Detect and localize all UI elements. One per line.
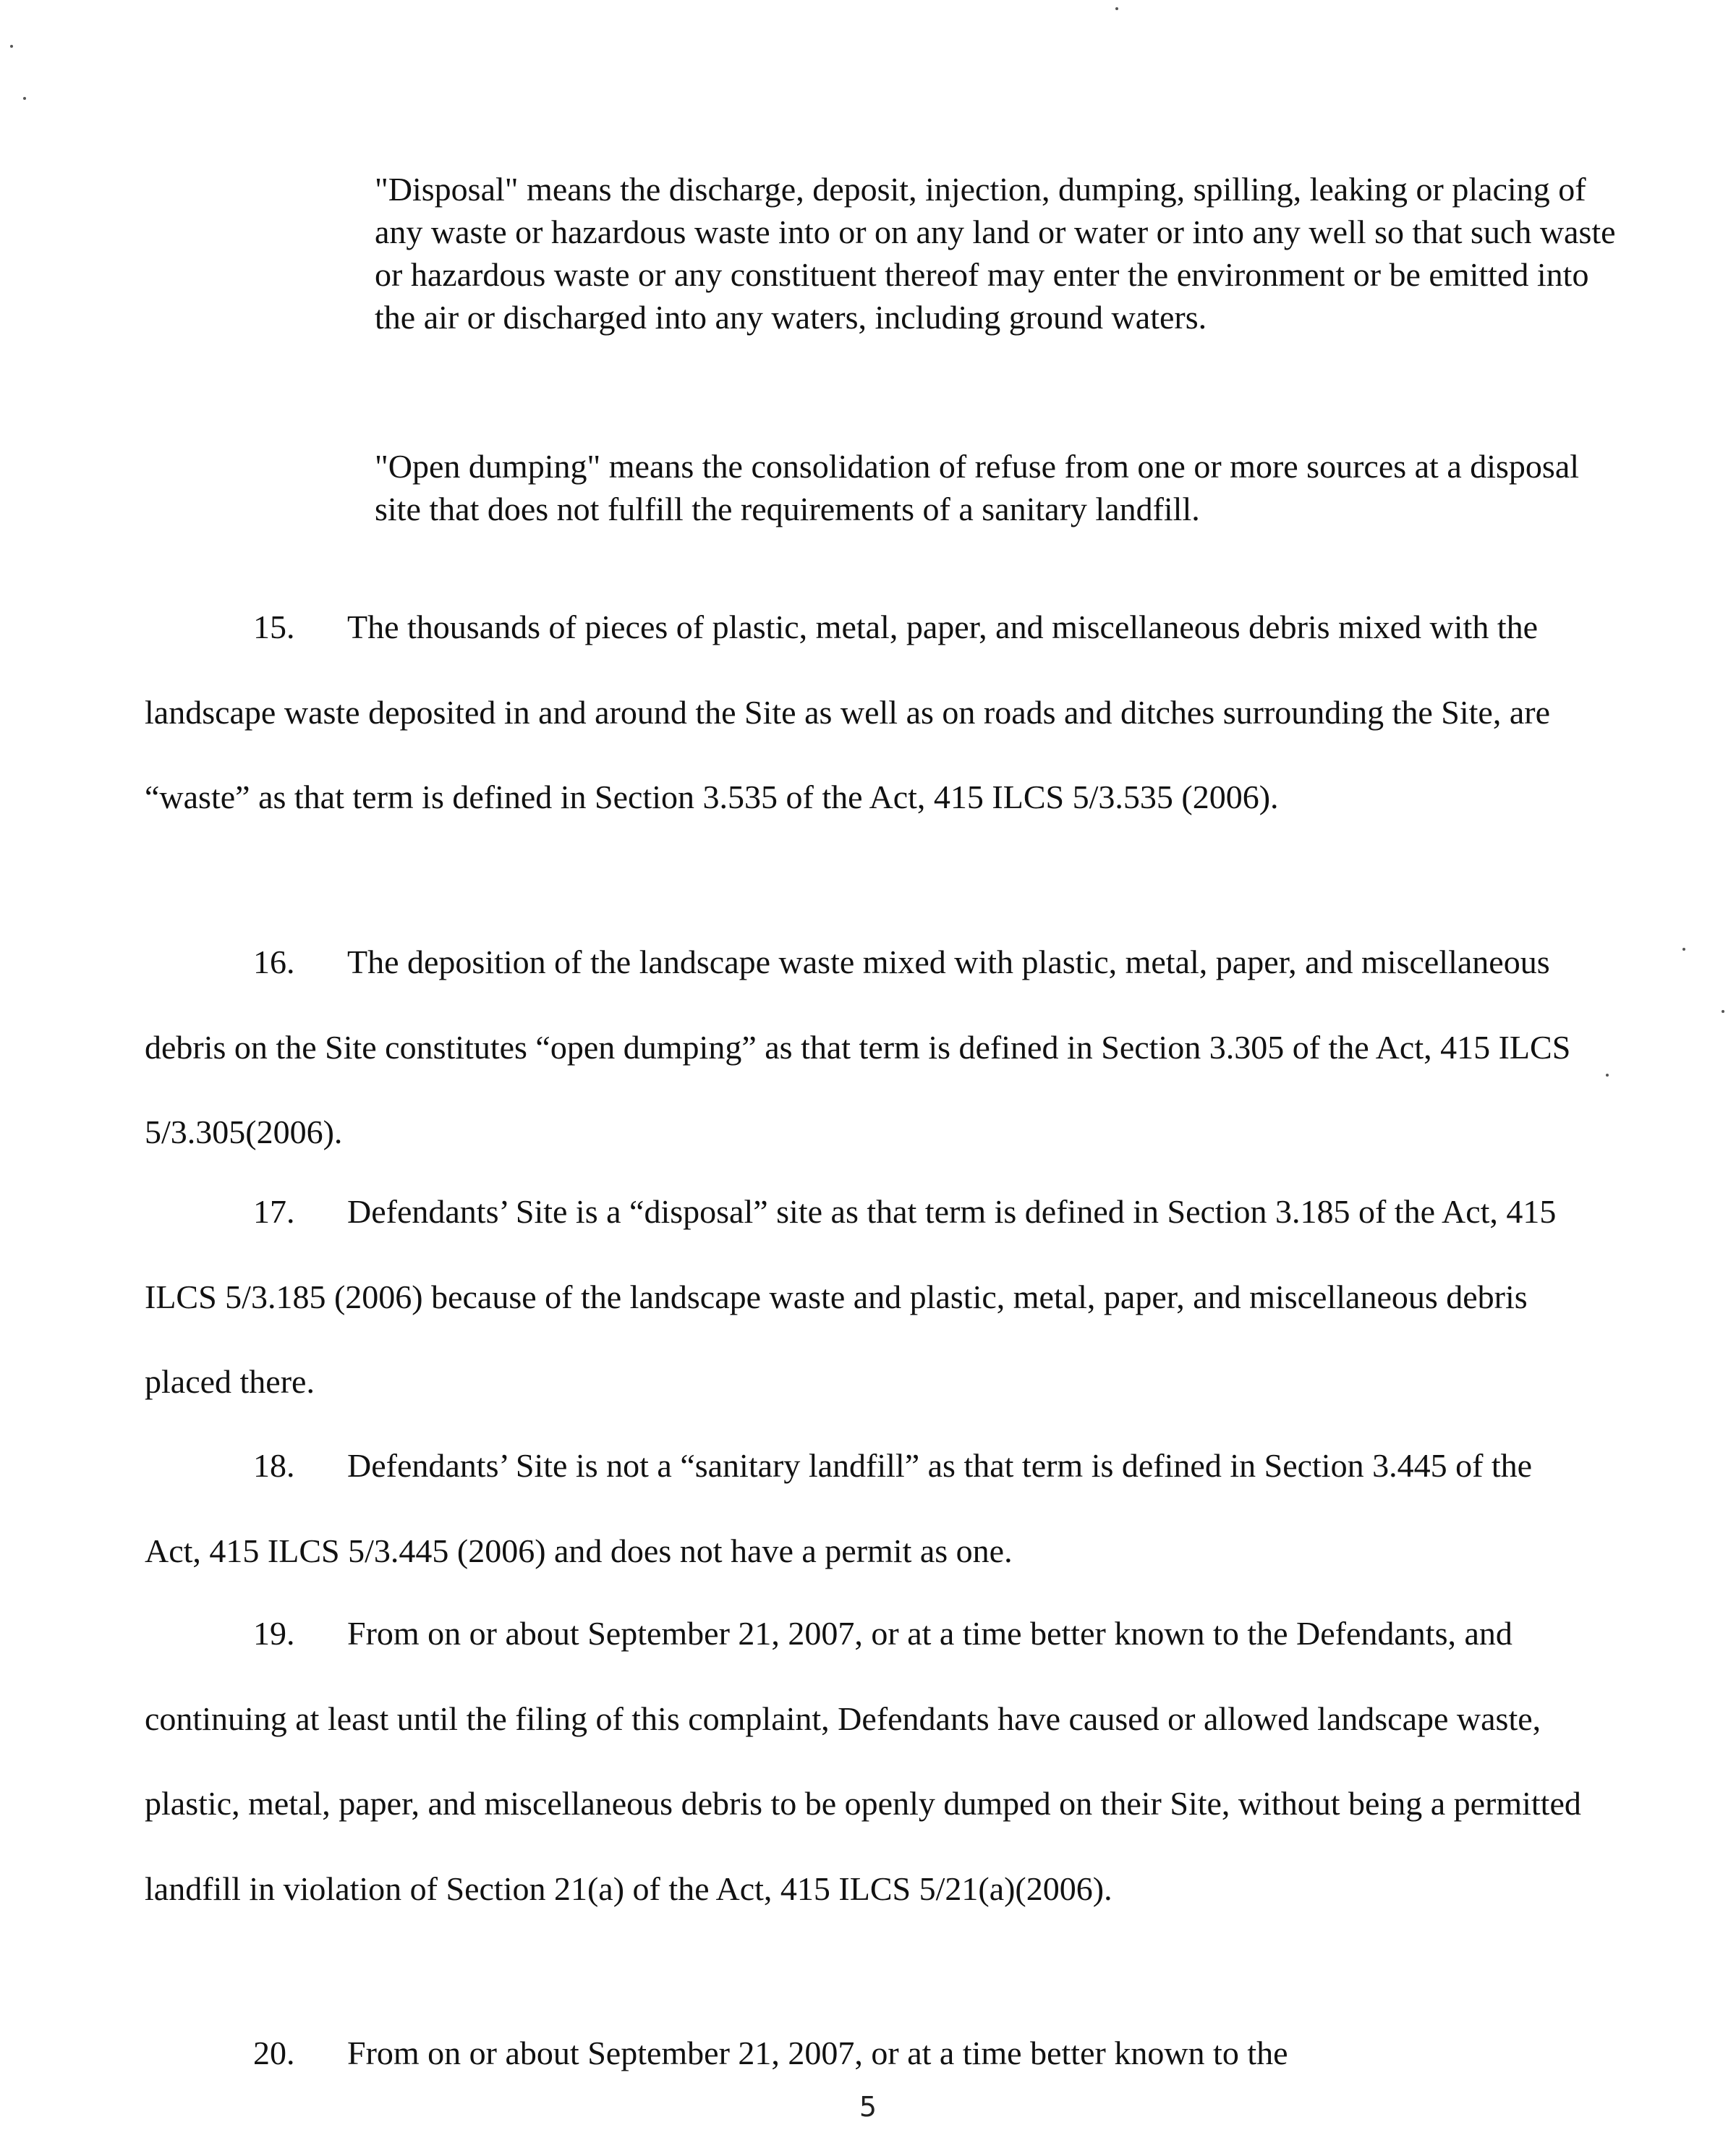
paragraph-18 <box>145 1423 1591 1593</box>
paragraph-text: The deposition of the landscape waste mixed with plastic, metal, paper, and miscellaneous debris on the Site constitutes “open dumping” as that term is defined in Section 3.305 of the Act, 415 ILCS 5/3.305(2006). <box>145 943 1571 1150</box>
scan-speck <box>10 45 13 48</box>
paragraph-number: 18. <box>253 1447 295 1484</box>
paragraph-number: 16. <box>253 943 295 980</box>
paragraph-number: 17. <box>253 1193 295 1230</box>
paragraph-15 <box>145 585 1591 840</box>
paragraph-16 <box>145 920 1591 1175</box>
definition-open-dumping: "Open dumping" means the consolidation of refuse from one or more sources at a disposal site that does not fulfill the requirements of a sanitary landfill. <box>375 448 1580 527</box>
scan-speck <box>1115 7 1118 10</box>
scan-speck <box>1682 948 1685 951</box>
paragraph-number: 19. <box>253 1615 295 1652</box>
paragraph-number: 20. <box>253 2034 295 2071</box>
scan-speck <box>1606 1074 1609 1077</box>
scan-speck <box>1722 1010 1724 1013</box>
paragraph-17 <box>145 1169 1591 1425</box>
paragraph-text: Defendants’ Site is not a “sanitary landfill” as that term is defined in Section 3.445 of the Act, 415 ILCS 5/3.445 (2006) and does not have a permit as one. <box>145 1447 1533 1569</box>
paragraph-number: 15. <box>253 608 295 645</box>
paragraph-19 <box>145 1591 1591 1931</box>
paragraph-text: From on or about September 21, 2007, or at a time better known to the Defendants, and continuing at least until the filing of this complaint, Defendants have caused or allowed landscape waste, plastic, metal, paper, and miscellaneous debris to be openly dumped on their Site, without being a permitted landfill in violation of Section 21(a) of the Act, 415 ILCS 5/21(a)(2006). <box>145 1615 1581 1907</box>
scan-speck <box>23 97 26 100</box>
paragraph-20 <box>145 2011 1591 2096</box>
paragraph-text: Defendants’ Site is a “disposal” site as that term is defined in Section 3.185 of the Act, 415 ILCS 5/3.185 (2006) because of the landscape waste and plastic, metal, paper, and miscellaneous debris placed there. <box>145 1193 1557 1400</box>
paragraph-text: The thousands of pieces of plastic, metal, paper, and miscellaneous debris mixed with the landscape waste deposited in and around the Site as well as on roads and ditches surrounding the Site, are “waste” as that term is defined in Section 3.535 of the Act, 415 ILCS 5/3.535 (2006). <box>145 608 1550 815</box>
definition-disposal: "Disposal" means the discharge, deposit, injection, dumping, spilling, leaking or placing of any waste or hazardous waste into or on any land or water or into any well so that such waste or hazardous waste or any constituent thereof may enter the environment or be emitted into the air or discharged into any waters, including ground waters. <box>375 171 1616 336</box>
page-number: 5 <box>859 2091 877 2123</box>
paragraph-text: From on or about September 21, 2007, or at a time better known to the <box>347 2034 1288 2071</box>
